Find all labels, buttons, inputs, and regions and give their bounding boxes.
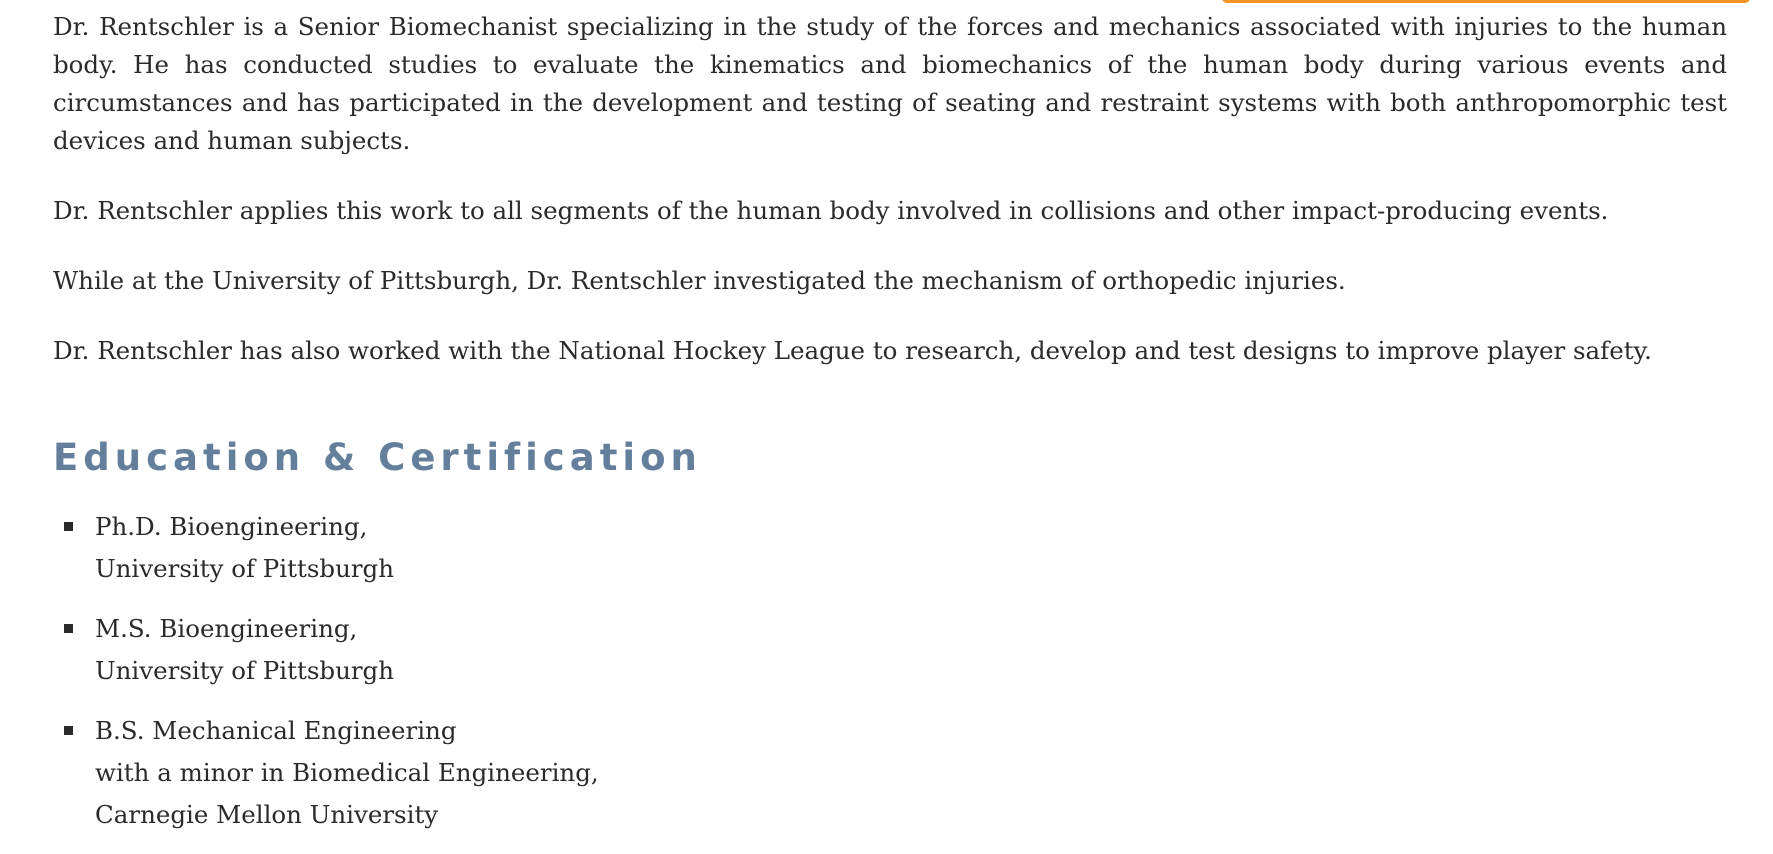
bio-paragraph: While at the University of Pittsburgh, Dr. Rentschler investigated the mechanism of orthopedic injuries. [53,266,1346,295]
education-item [53,506,1727,590]
top-accent-bar [1222,0,1750,3]
institution-line: Carnegie Mellon University [95,800,439,829]
institution-line: University of Pittsburgh [95,656,395,685]
education-list [53,506,1727,836]
bio-paragraph: Dr. Rentschler has also worked with the National Hockey League to research, develop and test designs to improve player safety. [53,336,1652,365]
education-item [53,608,1727,692]
bio-paragraph: Dr. Rentschler applies this work to all segments of the human body involved in collisions and other impact-producing events. [53,196,1609,225]
degree-line: Ph.D. Bioengineering, [95,512,368,541]
education-item [53,710,1727,836]
bio-paragraph: Dr. Rentschler is a Senior Biomechanist specializing in the study of the forces and mechanics associated with injuries to the human body. He has conducted studies to evaluate the kinematics and biomechanics of the human body during various events and circumstances and has participated in the development and testing of seating and restraint systems with both anthropomorphic test devices and human subjects. [53,12,1727,155]
square-bullet-icon [64,726,73,735]
degree-line: M.S. Bioengineering, [95,614,358,643]
education-heading: Education & Certification [53,436,702,479]
minor-line: with a minor in Biomedical Engineering, [95,758,599,787]
degree-line: B.S. Mechanical Engineering [95,716,457,745]
square-bullet-icon [64,522,73,531]
square-bullet-icon [64,624,73,633]
bio-content [53,8,1727,854]
institution-line: University of Pittsburgh [95,554,395,583]
